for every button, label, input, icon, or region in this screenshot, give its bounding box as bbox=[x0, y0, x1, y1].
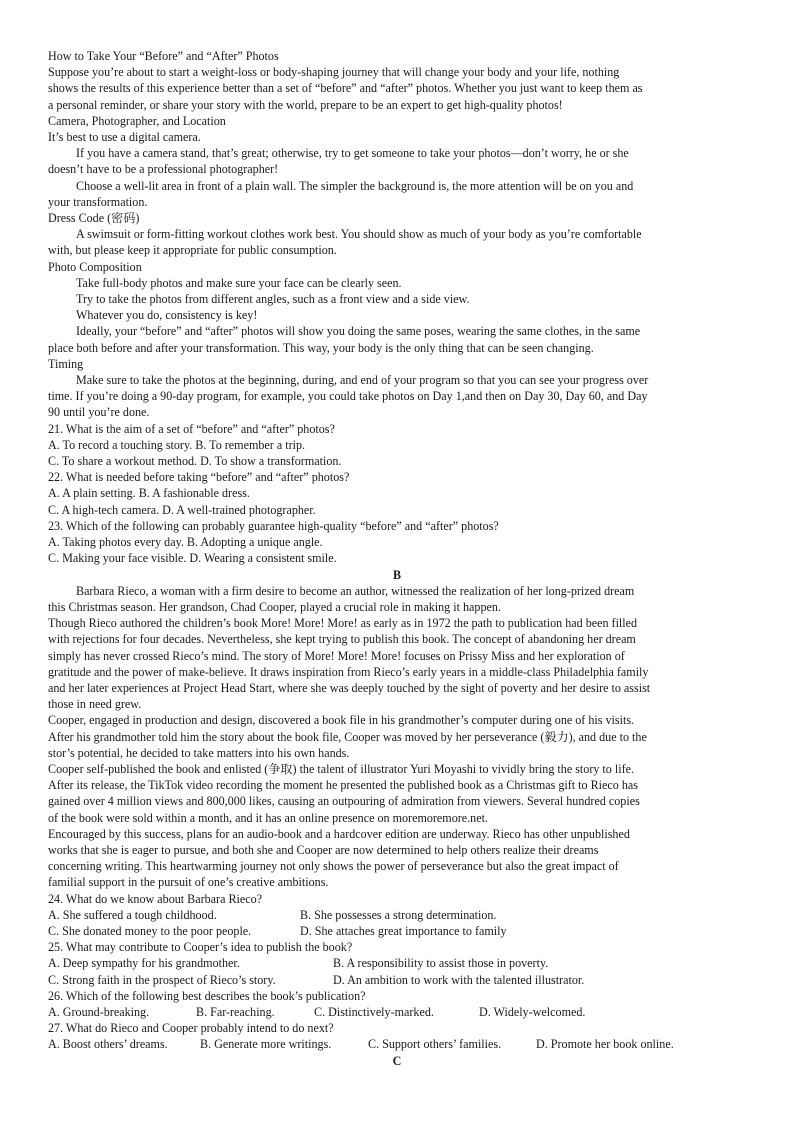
question-option: D. Promote her book online. bbox=[536, 1037, 674, 1052]
question-option: C. Distinctively-marked. bbox=[314, 1004, 434, 1019]
question-option: A. To record a touching story. B. To remember a trip. bbox=[48, 437, 306, 452]
question-option: B. Far-reaching. bbox=[196, 1004, 275, 1019]
article-title: How to Take Your “Before” and “After” Photos bbox=[48, 49, 279, 63]
question-option: A. She suffered a tough childhood. bbox=[48, 907, 217, 922]
question-option: B. She possesses a strong determination. bbox=[300, 907, 497, 922]
body-line: If you have a camera stand, that’s great; otherwise, try to get someone to take your photos—don’t worry, he or she bbox=[76, 146, 629, 161]
passage-line: Cooper, engaged in production and design, discovered a book file in his grandmother’s computer during one of his visits. bbox=[48, 713, 635, 728]
question-stem: 24. What do we know about Barbara Rieco? bbox=[48, 891, 263, 906]
question-option: A. Deep sympathy for his grandmother. bbox=[48, 956, 240, 971]
section-heading: Dress Code (密码) bbox=[48, 211, 140, 226]
body-line: time. If you’re doing a 90-day program, for example, you could take photos on Day 1,and then on Day 30, Day 60, and Day bbox=[48, 389, 648, 404]
intro-line: Suppose you’re about to start a weight-loss or body-shaping journey that will change your body and your life, nothing bbox=[48, 65, 620, 80]
passage-line: Barbara Rieco, a woman with a firm desire to become an author, witnessed the realization of her long-prized dream bbox=[76, 583, 635, 598]
option-row bbox=[48, 907, 746, 923]
body-line: 90 until you’re done. bbox=[48, 405, 150, 420]
document-page bbox=[48, 48, 746, 1069]
passage-line: Encouraged by this success, plans for an audio-book and a hardcover edition are underway. Rieco has other unpublished bbox=[48, 826, 630, 841]
body-line: Make sure to take the photos at the beginning, during, and end of your program so that you can see your progress over bbox=[76, 373, 649, 388]
passage-line: gratitude and the power of make-believe. It draws inspiration from Rieco’s early years in a middle-class Philadelphia family bbox=[48, 664, 649, 679]
question-option: C. Strong faith in the prospect of Rieco’s story. bbox=[48, 972, 276, 987]
passage-line: Though Rieco authored the children’s book More! More! More! as early as in 1972 the path to publication had been filled bbox=[48, 616, 638, 631]
option-row bbox=[48, 972, 746, 988]
passage-line: concerning writing. This heartwarming journey not only shows the power of perseverance but also the great impact of bbox=[48, 859, 619, 874]
question-option: D. An ambition to work with the talented illustrator. bbox=[333, 972, 585, 987]
question-option: C. Support others’ families. bbox=[368, 1037, 502, 1052]
option-row bbox=[48, 955, 746, 971]
question-option: A. A plain setting. B. A fashionable dress. bbox=[48, 486, 250, 501]
question-option: C. To share a workout method. D. To show a transformation. bbox=[48, 454, 342, 469]
intro-line: a personal reminder, or share your story with the world, prepare to be an expert to get high-quality photos! bbox=[48, 97, 563, 112]
passage-line: familial support in the pursuit of one’s creative ambitions. bbox=[48, 875, 329, 890]
question-stem: 23. Which of the following can probably guarantee high-quality “before” and “after” photos? bbox=[48, 518, 499, 533]
question-option: B. A responsibility to assist those in poverty. bbox=[333, 956, 549, 971]
question-option: A. Ground-breaking. bbox=[48, 1004, 150, 1019]
question-option: B. Generate more writings. bbox=[200, 1037, 332, 1052]
option-row bbox=[48, 1036, 746, 1052]
question-stem: 26. Which of the following best describes the book’s publication? bbox=[48, 988, 366, 1003]
question-stem: 21. What is the aim of a set of “before” and “after” photos? bbox=[48, 421, 335, 436]
question-option: C. She donated money to the poor people. bbox=[48, 923, 252, 938]
question-stem: 25. What may contribute to Cooper’s idea to publish the book? bbox=[48, 940, 353, 955]
section-label: C bbox=[392, 1053, 402, 1068]
passage-line: Cooper self-published the book and enlisted (争取) the talent of illustrator Yuri Moyashi to vividly bring the story to life. bbox=[48, 761, 634, 776]
section-heading: Camera, Photographer, and Location bbox=[48, 113, 226, 128]
question-stem: 27. What do Rieco and Cooper probably intend to do next? bbox=[48, 1021, 334, 1036]
question-option: A. Boost others’ dreams. bbox=[48, 1037, 168, 1052]
passage-line: those in need grew. bbox=[48, 697, 142, 712]
passage-line: stor’s potential, he decided to take matters into his own hands. bbox=[48, 745, 350, 760]
intro-line: shows the results of this experience better than a set of “before” and “after” photos. Whether you just want to keep them as bbox=[48, 81, 643, 96]
question-option: D. Widely-welcomed. bbox=[479, 1004, 586, 1019]
body-line: Choose a well-lit area in front of a plain wall. The simpler the background is, the more attention will be on you and bbox=[76, 178, 634, 193]
passage-line: works that she is eager to pursue, and both she and Cooper are now determined to help others realize their dreams bbox=[48, 842, 599, 857]
option-row bbox=[48, 1004, 746, 1020]
passage-line: and her later experiences at Project Head Start, where she was deeply touched by the sight of poverty and her desire to assist bbox=[48, 680, 651, 695]
question-option: C. Making your face visible. D. Wearing a consistent smile. bbox=[48, 551, 337, 566]
passage-line: After its release, the TikTok video recording the moment he presented the published book as a Christmas gift to Rieco has bbox=[48, 778, 638, 793]
question-option: D. She attaches great importance to family bbox=[300, 923, 507, 938]
body-line: with, but please keep it appropriate for public consumption. bbox=[48, 243, 337, 258]
passage-line: with rejections for four decades. Nevertheless, she kept trying to publish this book. The concept of abandoning her dream bbox=[48, 632, 636, 647]
question-stem: 22. What is needed before taking “before” and “after” photos? bbox=[48, 470, 350, 485]
body-line: your transformation. bbox=[48, 194, 148, 209]
option-row bbox=[48, 923, 746, 939]
body-line: Whatever you do, consistency is key! bbox=[76, 308, 258, 323]
body-line: A swimsuit or form-fitting workout clothes work best. You should show as much of your body as you’re comfortable bbox=[76, 227, 642, 242]
section-label: B bbox=[392, 567, 402, 582]
body-line: Take full-body photos and make sure your face can be clearly seen. bbox=[76, 275, 402, 290]
passage-line: gained over 4 million views and 800,000 likes, causing an outpouring of admiration from viewers. Several hundred copies bbox=[48, 794, 640, 809]
passage-line: this Christmas season. Her grandson, Chad Cooper, played a crucial role in making it happen. bbox=[48, 599, 501, 614]
body-line: Ideally, your “before” and “after” photos will show you doing the same poses, wearing the same clothes, in the same bbox=[76, 324, 641, 339]
section-heading: Photo Composition bbox=[48, 259, 142, 274]
question-option: A. Taking photos every day. B. Adopting a unique angle. bbox=[48, 535, 323, 550]
section-heading: Timing bbox=[48, 356, 84, 371]
passage-line: of the book were sold within a month, and it has an online presence on moremoremore.net. bbox=[48, 810, 488, 825]
question-option: C. A high-tech camera. D. A well-trained photographer. bbox=[48, 502, 316, 517]
passage-line: After his grandmother told him the story about the book file, Cooper was moved by her perseverance (毅力), and due to the bbox=[48, 729, 647, 744]
body-line: It’s best to use a digital camera. bbox=[48, 130, 201, 145]
body-line: Try to take the photos from different angles, such as a front view and a side view. bbox=[76, 292, 470, 307]
body-line: place both before and after your transformation. This way, your body is the only thing that can be seen changing. bbox=[48, 340, 594, 355]
passage-line: simply has never crossed Rieco’s mind. The story of More! More! More! focuses on Prissy Miss and her exploration of bbox=[48, 648, 625, 663]
body-line: doesn’t have to be a professional photographer! bbox=[48, 162, 279, 177]
